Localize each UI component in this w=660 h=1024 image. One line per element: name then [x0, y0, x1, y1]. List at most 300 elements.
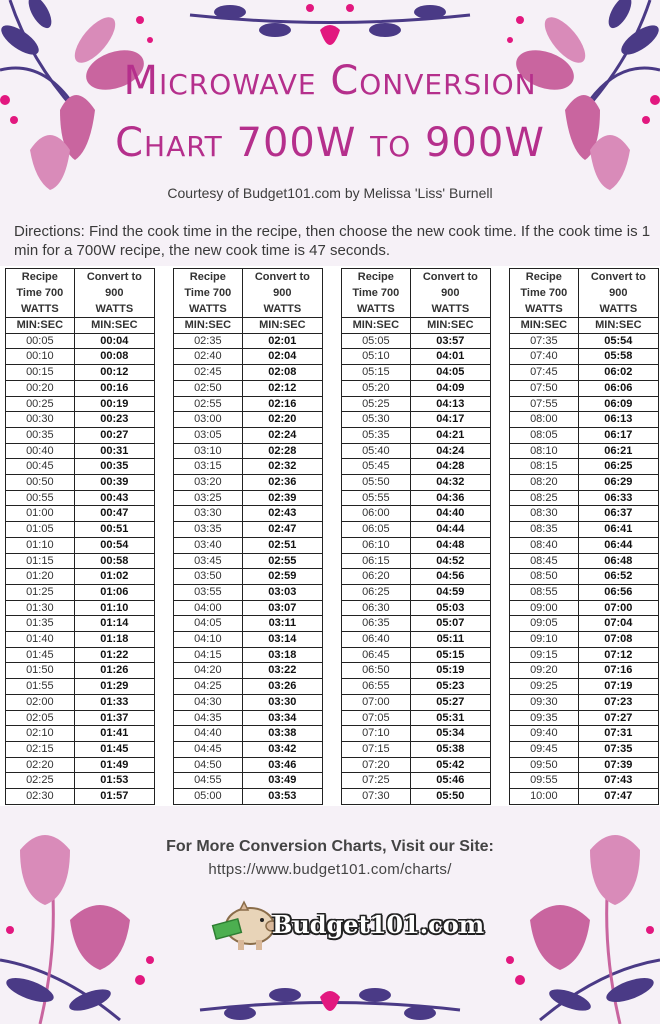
table-row [6, 396, 155, 412]
table-row [6, 647, 155, 663]
time-900w-cell: 03:42 [242, 741, 322, 757]
time-700w-cell: 05:55 [342, 490, 411, 506]
table-row [510, 663, 659, 679]
table-row [6, 553, 155, 569]
time-900w-cell: 01:26 [74, 663, 154, 679]
time-900w-cell: 04:59 [410, 584, 490, 600]
table-row [510, 710, 659, 726]
time-700w-cell: 08:40 [510, 537, 579, 553]
time-900w-cell: 05:15 [410, 647, 490, 663]
time-700w-cell: 09:05 [510, 616, 579, 632]
table-row [174, 365, 323, 381]
table-row [510, 632, 659, 648]
time-900w-cell: 04:24 [410, 443, 490, 459]
time-900w-cell: 02:20 [242, 412, 322, 428]
time-700w-cell: 07:50 [510, 380, 579, 396]
time-900w-cell: 01:18 [74, 632, 154, 648]
time-700w-cell: 04:30 [174, 694, 243, 710]
time-700w-cell: 05:30 [342, 412, 411, 428]
time-700w-cell: 03:20 [174, 475, 243, 491]
time-700w-cell: 08:45 [510, 553, 579, 569]
time-700w-cell: 06:50 [342, 663, 411, 679]
time-700w-cell: 00:40 [6, 443, 75, 459]
time-700w-cell: 01:30 [6, 600, 75, 616]
table-row [342, 380, 491, 396]
time-900w-cell: 03:22 [242, 663, 322, 679]
time-900w-cell: 07:08 [578, 632, 658, 648]
time-900w-cell: 06:21 [578, 443, 658, 459]
time-700w-cell: 05:35 [342, 427, 411, 443]
time-900w-cell: 00:19 [74, 396, 154, 412]
table-row [510, 380, 659, 396]
time-900w-cell: 04:05 [410, 365, 490, 381]
time-900w-cell: 04:21 [410, 427, 490, 443]
header-convert-time: Convert to 900 WATTS [578, 269, 658, 318]
time-900w-cell: 06:02 [578, 365, 658, 381]
table-row [174, 647, 323, 663]
unit-header: MIN:SEC [6, 318, 75, 334]
table-row [6, 694, 155, 710]
time-900w-cell: 05:23 [410, 679, 490, 695]
time-900w-cell: 00:16 [74, 380, 154, 396]
table-row [6, 380, 155, 396]
table-row [174, 349, 323, 365]
table-row [510, 584, 659, 600]
time-900w-cell: 05:42 [410, 757, 490, 773]
time-700w-cell: 01:10 [6, 537, 75, 553]
table-row [174, 506, 323, 522]
table-row [510, 741, 659, 757]
time-900w-cell: 06:17 [578, 427, 658, 443]
table-row [174, 789, 323, 805]
table-row [342, 443, 491, 459]
table-row [510, 569, 659, 585]
table-row [6, 459, 155, 475]
table-row [6, 569, 155, 585]
time-700w-cell: 01:15 [6, 553, 75, 569]
time-700w-cell: 04:55 [174, 773, 243, 789]
table-row [174, 443, 323, 459]
bottom-center-vine-decoration [190, 975, 470, 1024]
time-700w-cell: 06:35 [342, 616, 411, 632]
time-700w-cell: 02:25 [6, 773, 75, 789]
time-900w-cell: 03:11 [242, 616, 322, 632]
time-900w-cell: 05:54 [578, 333, 658, 349]
time-700w-cell: 08:05 [510, 427, 579, 443]
time-900w-cell: 01:02 [74, 569, 154, 585]
table-row [510, 365, 659, 381]
table-row [6, 333, 155, 349]
time-700w-cell: 01:35 [6, 616, 75, 632]
table-row [510, 694, 659, 710]
table-row [342, 741, 491, 757]
time-700w-cell: 01:50 [6, 663, 75, 679]
time-700w-cell: 08:55 [510, 584, 579, 600]
logo-text: Budget101.com [272, 910, 485, 939]
time-900w-cell: 04:28 [410, 459, 490, 475]
time-700w-cell: 02:50 [174, 380, 243, 396]
table-row [510, 789, 659, 805]
table-row [510, 506, 659, 522]
time-700w-cell: 03:35 [174, 522, 243, 538]
time-900w-cell: 01:10 [74, 600, 154, 616]
table-row [342, 726, 491, 742]
table-row [342, 663, 491, 679]
time-700w-cell: 05:45 [342, 459, 411, 475]
time-700w-cell: 08:50 [510, 569, 579, 585]
table-row [174, 522, 323, 538]
time-700w-cell: 03:50 [174, 569, 243, 585]
time-900w-cell: 03:38 [242, 726, 322, 742]
time-900w-cell: 00:08 [74, 349, 154, 365]
time-900w-cell: 02:16 [242, 396, 322, 412]
table-row [174, 726, 323, 742]
time-700w-cell: 04:15 [174, 647, 243, 663]
time-900w-cell: 05:03 [410, 600, 490, 616]
table-row [6, 726, 155, 742]
time-900w-cell: 05:07 [410, 616, 490, 632]
header-recipe-time: Recipe Time 700 WATTS [342, 269, 411, 318]
time-700w-cell: 06:40 [342, 632, 411, 648]
time-700w-cell: 03:25 [174, 490, 243, 506]
conversion-table-2 [173, 268, 323, 805]
time-900w-cell: 00:27 [74, 427, 154, 443]
table-row [6, 632, 155, 648]
table-row [342, 349, 491, 365]
time-700w-cell: 04:40 [174, 726, 243, 742]
time-900w-cell: 05:11 [410, 632, 490, 648]
table-row [342, 459, 491, 475]
table-row [174, 632, 323, 648]
time-700w-cell: 02:45 [174, 365, 243, 381]
table-row [174, 616, 323, 632]
time-900w-cell: 04:52 [410, 553, 490, 569]
table-row [174, 380, 323, 396]
time-900w-cell: 06:29 [578, 475, 658, 491]
table-row [6, 365, 155, 381]
time-700w-cell: 00:15 [6, 365, 75, 381]
table-row [6, 679, 155, 695]
time-700w-cell: 04:45 [174, 741, 243, 757]
time-900w-cell: 02:04 [242, 349, 322, 365]
table-row [174, 741, 323, 757]
time-900w-cell: 01:14 [74, 616, 154, 632]
time-900w-cell: 03:57 [410, 333, 490, 349]
time-900w-cell: 03:46 [242, 757, 322, 773]
time-900w-cell: 01:49 [74, 757, 154, 773]
table-row [510, 757, 659, 773]
table-row [342, 773, 491, 789]
time-700w-cell: 09:00 [510, 600, 579, 616]
time-700w-cell: 06:20 [342, 569, 411, 585]
time-700w-cell: 08:35 [510, 522, 579, 538]
time-900w-cell: 03:18 [242, 647, 322, 663]
charts-url-link[interactable]: https://www.budget101.com/charts/ [208, 861, 452, 878]
time-900w-cell: 05:46 [410, 773, 490, 789]
time-700w-cell: 05:50 [342, 475, 411, 491]
table-row [342, 475, 491, 491]
time-700w-cell: 00:55 [6, 490, 75, 506]
table-row [174, 333, 323, 349]
unit-header: MIN:SEC [578, 318, 658, 334]
time-700w-cell: 02:15 [6, 741, 75, 757]
time-700w-cell: 05:20 [342, 380, 411, 396]
time-900w-cell: 03:26 [242, 679, 322, 695]
time-700w-cell: 02:05 [6, 710, 75, 726]
time-700w-cell: 00:05 [6, 333, 75, 349]
table-row [174, 773, 323, 789]
table-row [510, 459, 659, 475]
table-row [510, 349, 659, 365]
header-recipe-time: Recipe Time 700 WATTS [510, 269, 579, 318]
time-900w-cell: 04:56 [410, 569, 490, 585]
table-row [510, 647, 659, 663]
table-row [342, 569, 491, 585]
time-700w-cell: 04:05 [174, 616, 243, 632]
time-900w-cell: 02:36 [242, 475, 322, 491]
time-700w-cell: 09:55 [510, 773, 579, 789]
table-row [174, 694, 323, 710]
table-row [6, 537, 155, 553]
conversion-tables [0, 266, 660, 806]
time-900w-cell: 06:09 [578, 396, 658, 412]
time-900w-cell: 03:14 [242, 632, 322, 648]
table-row [510, 522, 659, 538]
time-700w-cell: 07:05 [342, 710, 411, 726]
table-row [510, 427, 659, 443]
time-900w-cell: 07:19 [578, 679, 658, 695]
time-900w-cell: 03:53 [242, 789, 322, 805]
time-900w-cell: 07:47 [578, 789, 658, 805]
table-row [6, 773, 155, 789]
time-700w-cell: 09:35 [510, 710, 579, 726]
table-row [174, 537, 323, 553]
time-900w-cell: 05:50 [410, 789, 490, 805]
table-row [174, 710, 323, 726]
time-900w-cell: 04:40 [410, 506, 490, 522]
time-900w-cell: 06:33 [578, 490, 658, 506]
table-row [6, 616, 155, 632]
courtesy-credit: Courtesy of Budget101.com by Melissa 'Liss' Burnell [167, 185, 493, 201]
time-900w-cell: 02:47 [242, 522, 322, 538]
time-900w-cell: 07:12 [578, 647, 658, 663]
table-row [6, 789, 155, 805]
time-900w-cell: 07:31 [578, 726, 658, 742]
table-row [510, 726, 659, 742]
more-charts-text: For More Conversion Charts, Visit our Site: [166, 838, 494, 855]
time-900w-cell: 07:39 [578, 757, 658, 773]
table-row [174, 663, 323, 679]
time-700w-cell: 07:25 [342, 773, 411, 789]
table-row [6, 490, 155, 506]
title-line-2: Chart 700W to 900W [115, 120, 545, 166]
time-900w-cell: 01:53 [74, 773, 154, 789]
piggy-bank-icon [210, 898, 280, 954]
budget101-logo[interactable] [210, 896, 485, 956]
conversion-table-1 [5, 268, 155, 805]
time-700w-cell: 05:40 [342, 443, 411, 459]
table-row [510, 412, 659, 428]
table-row [6, 427, 155, 443]
table-row [342, 710, 491, 726]
time-700w-cell: 04:00 [174, 600, 243, 616]
table-row [174, 553, 323, 569]
time-700w-cell: 07:40 [510, 349, 579, 365]
table-row [6, 757, 155, 773]
unit-header: MIN:SEC [74, 318, 154, 334]
time-900w-cell: 02:32 [242, 459, 322, 475]
time-900w-cell: 07:16 [578, 663, 658, 679]
table-row [510, 600, 659, 616]
time-700w-cell: 02:35 [174, 333, 243, 349]
time-700w-cell: 01:45 [6, 647, 75, 663]
time-700w-cell: 03:05 [174, 427, 243, 443]
time-700w-cell: 01:20 [6, 569, 75, 585]
time-700w-cell: 07:30 [342, 789, 411, 805]
table-row [510, 616, 659, 632]
time-900w-cell: 02:39 [242, 490, 322, 506]
time-700w-cell: 09:10 [510, 632, 579, 648]
time-900w-cell: 06:56 [578, 584, 658, 600]
title-line-1: Microwave Conversion [123, 58, 537, 104]
time-700w-cell: 09:20 [510, 663, 579, 679]
time-700w-cell: 06:15 [342, 553, 411, 569]
time-700w-cell: 05:10 [342, 349, 411, 365]
time-700w-cell: 09:25 [510, 679, 579, 695]
time-900w-cell: 06:41 [578, 522, 658, 538]
time-900w-cell: 06:25 [578, 459, 658, 475]
table-row [510, 333, 659, 349]
unit-header: MIN:SEC [342, 318, 411, 334]
time-900w-cell: 02:12 [242, 380, 322, 396]
time-900w-cell: 02:55 [242, 553, 322, 569]
time-700w-cell: 00:20 [6, 380, 75, 396]
table-row [342, 333, 491, 349]
table-row [174, 584, 323, 600]
time-700w-cell: 00:45 [6, 459, 75, 475]
table-row [342, 632, 491, 648]
time-900w-cell: 01:29 [74, 679, 154, 695]
table-row [174, 757, 323, 773]
time-700w-cell: 03:30 [174, 506, 243, 522]
time-700w-cell: 07:10 [342, 726, 411, 742]
time-700w-cell: 01:25 [6, 584, 75, 600]
time-900w-cell: 02:43 [242, 506, 322, 522]
table-row [6, 663, 155, 679]
table-row [510, 679, 659, 695]
conversion-table-4 [509, 268, 659, 805]
time-700w-cell: 07:45 [510, 365, 579, 381]
time-700w-cell: 01:05 [6, 522, 75, 538]
time-700w-cell: 08:20 [510, 475, 579, 491]
time-900w-cell: 05:19 [410, 663, 490, 679]
time-900w-cell: 04:09 [410, 380, 490, 396]
table-row [510, 475, 659, 491]
time-700w-cell: 08:15 [510, 459, 579, 475]
table-row [174, 427, 323, 443]
time-700w-cell: 03:15 [174, 459, 243, 475]
table-row [342, 553, 491, 569]
time-700w-cell: 01:55 [6, 679, 75, 695]
time-900w-cell: 00:47 [74, 506, 154, 522]
time-900w-cell: 07:00 [578, 600, 658, 616]
time-900w-cell: 01:33 [74, 694, 154, 710]
time-700w-cell: 02:40 [174, 349, 243, 365]
header-recipe-time: Recipe Time 700 WATTS [6, 269, 75, 318]
time-700w-cell: 09:50 [510, 757, 579, 773]
time-700w-cell: 07:35 [510, 333, 579, 349]
table-row [342, 412, 491, 428]
time-900w-cell: 01:37 [74, 710, 154, 726]
time-700w-cell: 09:15 [510, 647, 579, 663]
header-convert-time: Convert to 900 WATTS [242, 269, 322, 318]
time-900w-cell: 07:43 [578, 773, 658, 789]
time-700w-cell: 06:25 [342, 584, 411, 600]
time-700w-cell: 09:30 [510, 694, 579, 710]
time-900w-cell: 00:12 [74, 365, 154, 381]
time-700w-cell: 02:30 [6, 789, 75, 805]
time-900w-cell: 06:44 [578, 537, 658, 553]
time-700w-cell: 02:00 [6, 694, 75, 710]
time-700w-cell: 05:25 [342, 396, 411, 412]
table-row [6, 475, 155, 491]
time-900w-cell: 04:48 [410, 537, 490, 553]
time-900w-cell: 04:13 [410, 396, 490, 412]
table-row [6, 349, 155, 365]
time-900w-cell: 02:51 [242, 537, 322, 553]
time-900w-cell: 03:34 [242, 710, 322, 726]
time-700w-cell: 04:25 [174, 679, 243, 695]
table-row [342, 694, 491, 710]
time-700w-cell: 09:45 [510, 741, 579, 757]
time-700w-cell: 08:30 [510, 506, 579, 522]
time-700w-cell: 08:25 [510, 490, 579, 506]
table-row [342, 396, 491, 412]
time-700w-cell: 00:30 [6, 412, 75, 428]
time-900w-cell: 05:27 [410, 694, 490, 710]
unit-header: MIN:SEC [242, 318, 322, 334]
unit-header: MIN:SEC [174, 318, 243, 334]
time-900w-cell: 00:31 [74, 443, 154, 459]
table-row [510, 773, 659, 789]
time-700w-cell: 00:35 [6, 427, 75, 443]
time-900w-cell: 05:38 [410, 741, 490, 757]
time-900w-cell: 00:39 [74, 475, 154, 491]
table-row [6, 741, 155, 757]
time-900w-cell: 02:08 [242, 365, 322, 381]
time-900w-cell: 00:35 [74, 459, 154, 475]
table-row [510, 443, 659, 459]
time-900w-cell: 00:23 [74, 412, 154, 428]
time-900w-cell: 06:06 [578, 380, 658, 396]
time-700w-cell: 03:40 [174, 537, 243, 553]
time-700w-cell: 07:55 [510, 396, 579, 412]
time-700w-cell: 04:20 [174, 663, 243, 679]
time-700w-cell: 04:35 [174, 710, 243, 726]
time-900w-cell: 04:44 [410, 522, 490, 538]
table-row [6, 710, 155, 726]
unit-header: MIN:SEC [510, 318, 579, 334]
time-700w-cell: 01:40 [6, 632, 75, 648]
time-700w-cell: 00:25 [6, 396, 75, 412]
time-700w-cell: 03:00 [174, 412, 243, 428]
time-900w-cell: 02:28 [242, 443, 322, 459]
top-center-vine-decoration [180, 0, 480, 50]
time-900w-cell: 02:59 [242, 569, 322, 585]
time-900w-cell: 01:06 [74, 584, 154, 600]
header-convert-time: Convert to 900 WATTS [410, 269, 490, 318]
conversion-table-3 [341, 268, 491, 805]
